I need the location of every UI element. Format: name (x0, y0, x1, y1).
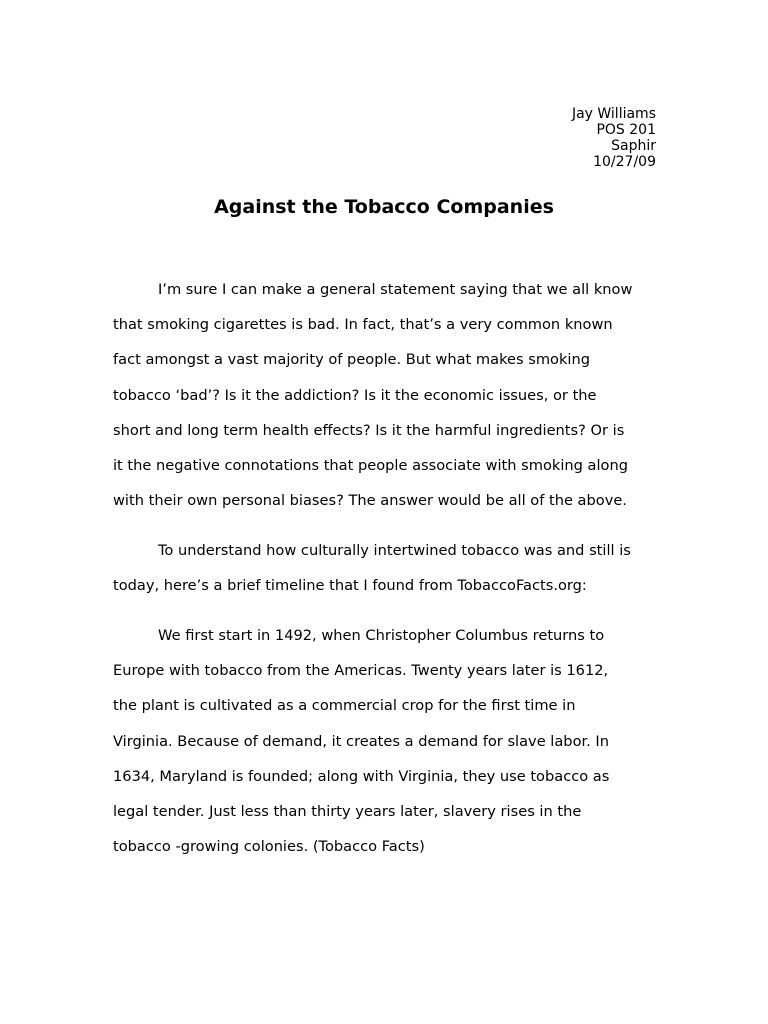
paragraph-line: the plant is cultivated as a commercial crop for the first time in (113, 697, 576, 715)
course-code: POS 201 (596, 122, 656, 138)
paragraph-line: tobacco -growing colonies. (Tobacco Facts) (113, 838, 425, 856)
paragraph-line: I’m sure I can make a general statement saying that we all know (158, 281, 633, 298)
paragraph-line: tobacco ‘bad’? Is it the addiction? Is it the economic issues, or the (113, 386, 597, 404)
paragraph-line: short and long term health effects? Is it the harmful ingredients? Or is (113, 421, 625, 439)
paragraph-line: To understand how culturally intertwined tobacco was and still is (158, 542, 631, 559)
paragraph-line: We first start in 1492, when Christopher Columbus returns to (158, 627, 605, 644)
author-header (572, 106, 656, 170)
paragraph-line: with their own personal biases? The answer would be all of the above. (113, 492, 627, 510)
paragraph-line: Europe with tobacco from the Americas. Twenty years later is 1612, (113, 662, 609, 680)
paragraph-line: 1634, Maryland is founded; along with Virginia, they use tobacco as (113, 767, 610, 785)
paragraph-line: fact amongst a vast majority of people. But what makes smoking (113, 351, 590, 369)
document-title: Against the Tobacco Companies (214, 196, 554, 218)
paragraph-line: it the negative connotations that people associate with smoking along (113, 456, 628, 474)
paragraph-line: today, here’s a brief timeline that I found from TobaccoFacts.org: (113, 577, 587, 595)
paragraph-1 (113, 272, 673, 518)
paragraph-2 (113, 533, 673, 603)
paragraph-3 (113, 618, 673, 864)
paragraph-line: legal tender. Just less than thirty years later, slavery rises in the (113, 802, 582, 820)
document-date: 10/27/09 (593, 154, 656, 170)
paragraph-line: that smoking cigarettes is bad. In fact, that’s a very common known (113, 316, 613, 334)
paragraph-line: Virginia. Because of demand, it creates a demand for slave labor. In (113, 732, 609, 750)
author-name: Jay Williams (571, 106, 656, 122)
instructor-name: Saphir (611, 138, 656, 154)
